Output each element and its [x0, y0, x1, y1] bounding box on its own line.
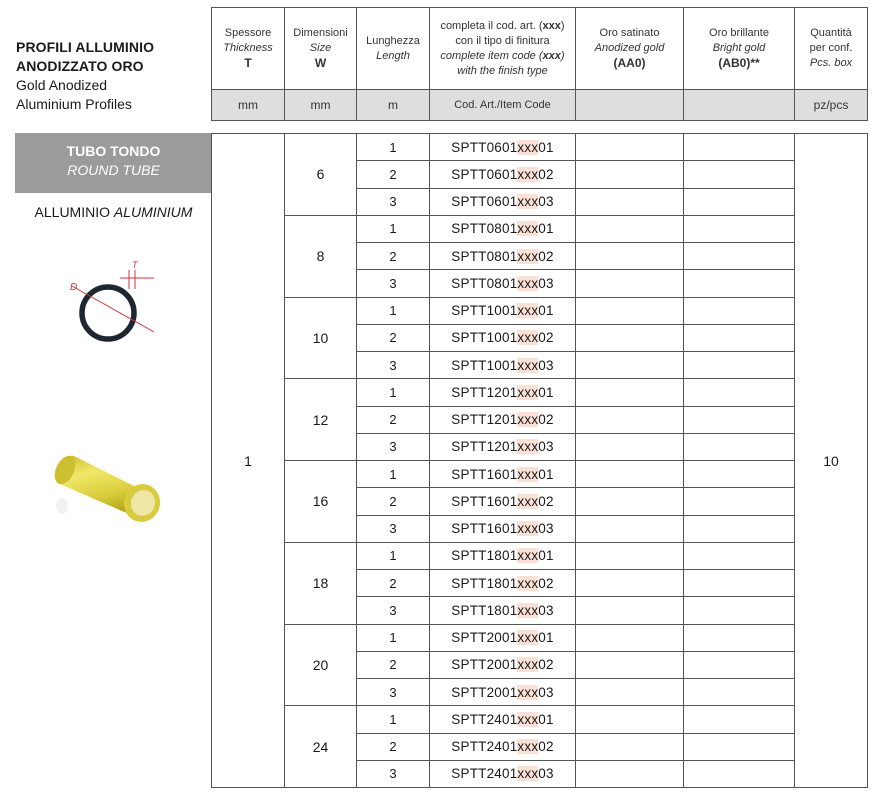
item-code-part: 01: [538, 711, 554, 727]
length-value: 1: [357, 379, 430, 406]
header-table: [211, 7, 868, 121]
table-row: [212, 297, 868, 324]
title-en-line-1: Gold Anodized: [16, 77, 108, 93]
item-code-part: 03: [538, 684, 554, 700]
table-row: [212, 461, 868, 488]
item-code: [430, 706, 576, 733]
length-value: 1: [357, 134, 430, 161]
bright-gold-cell: [684, 188, 795, 215]
size-value: 24: [285, 706, 357, 788]
item-code-part: SPTT1801: [451, 548, 518, 564]
finish-placeholder: xxx: [517, 493, 539, 509]
diameter-label: D: [70, 282, 78, 293]
satin-gold-header-it: Oro satinato: [599, 27, 660, 39]
length-value: 3: [357, 679, 430, 706]
satin-gold-cell: [576, 679, 684, 706]
length-value: 3: [357, 597, 430, 624]
satin-gold-unit: [576, 90, 684, 121]
satin-gold-cell: [576, 760, 684, 787]
satin-gold-cell: [576, 406, 684, 433]
length-value: 1: [357, 542, 430, 569]
finish-placeholder: xxx: [517, 330, 539, 346]
section-label-english: ROUND TUBE: [67, 162, 160, 178]
item-code: [430, 379, 576, 406]
satin-gold-cell: [576, 515, 684, 542]
finish-placeholder: xxx: [517, 275, 539, 291]
finish-placeholder: xxx: [517, 711, 539, 727]
satin-gold-cell: [576, 597, 684, 624]
item-code-part: SPTT0601: [451, 194, 518, 210]
length-value: 2: [357, 406, 430, 433]
item-code-part: 02: [538, 166, 554, 182]
bright-gold-unit: [684, 90, 795, 121]
item-code-part: 01: [538, 630, 554, 646]
bright-gold-cell: [684, 270, 795, 297]
bright-gold-cell: [684, 679, 795, 706]
finish-placeholder: xxx: [517, 739, 539, 755]
length-value: 2: [357, 243, 430, 270]
item-code-part: SPTT1001: [451, 357, 518, 373]
thickness-symbol: T: [244, 56, 252, 70]
finish-placeholder: xxx: [517, 357, 539, 373]
item-code-part: 01: [538, 221, 554, 237]
length-value: 1: [357, 706, 430, 733]
item-code-part: SPTT1201: [451, 384, 518, 400]
item-code-part: SPTT2001: [451, 630, 518, 646]
quantity-header: [795, 8, 868, 90]
item-code-part: SPTT1801: [451, 602, 518, 618]
bright-gold-cell: [684, 433, 795, 460]
title-en-line-2: Aluminium Profiles: [16, 96, 132, 112]
finish-placeholder: xxx: [517, 139, 539, 155]
size-value: 8: [285, 215, 357, 297]
thickness-header: [212, 8, 285, 90]
item-code: [430, 679, 576, 706]
title-line-1: PROFILI ALLUMINIO: [16, 39, 155, 55]
item-code-part: 02: [538, 248, 554, 264]
satin-gold-cell: [576, 433, 684, 460]
product-table-body: [212, 134, 868, 788]
finish-placeholder: xxx: [517, 602, 539, 618]
satin-gold-cell: [576, 161, 684, 188]
item-code-part: 01: [538, 548, 554, 564]
item-code: [430, 624, 576, 651]
size-value: 6: [285, 134, 357, 216]
table-row: [212, 624, 868, 651]
bright-gold-cell: [684, 542, 795, 569]
item-code: [430, 270, 576, 297]
finish-placeholder: xxx: [517, 439, 539, 455]
satin-gold-header: [576, 8, 684, 90]
quantity-value: 10: [795, 134, 868, 788]
bright-gold-cell: [684, 134, 795, 161]
item-code-part: 03: [538, 357, 554, 373]
finish-placeholder: xxx: [517, 630, 539, 646]
finish-placeholder: xxx: [517, 684, 539, 700]
finish-placeholder: xxx: [517, 384, 539, 400]
item-code: [430, 760, 576, 787]
item-code: [430, 597, 576, 624]
item-code-header-it: completa il cod. art. (xxx): [440, 19, 565, 32]
item-code-part: SPTT0801: [451, 248, 518, 264]
item-code-part: 03: [538, 521, 554, 537]
item-code: [430, 215, 576, 242]
item-code: [430, 297, 576, 324]
bright-gold-cell: [684, 215, 795, 242]
size-value: 20: [285, 624, 357, 706]
item-code-part: 02: [538, 575, 554, 591]
material-english: ALUMINIUM: [113, 204, 193, 220]
length-value: 3: [357, 188, 430, 215]
item-code: [430, 733, 576, 760]
finish-placeholder: xxx: [517, 466, 539, 482]
size-value: 12: [285, 379, 357, 461]
table-row: [212, 706, 868, 733]
item-code-part: SPTT1201: [451, 439, 518, 455]
item-code-part: 03: [538, 766, 554, 782]
item-code-part: 03: [538, 194, 554, 210]
item-code: [430, 461, 576, 488]
satin-gold-cell: [576, 297, 684, 324]
length-value: 3: [357, 270, 430, 297]
finish-placeholder: xxx: [517, 221, 539, 237]
product-table: [211, 133, 868, 788]
length-value: 2: [357, 324, 430, 351]
satin-gold-cell: [576, 624, 684, 651]
section-label: [15, 133, 212, 193]
bright-gold-cell: [684, 297, 795, 324]
item-code-part: 01: [538, 466, 554, 482]
satin-gold-cell: [576, 461, 684, 488]
quantity-header-it-2: per conf.: [809, 42, 853, 54]
length-header-en: Length: [376, 49, 410, 62]
item-code-part: 01: [538, 139, 554, 155]
size-symbol: W: [314, 56, 327, 70]
satin-gold-header-en: Anodized gold: [594, 42, 665, 54]
finish-placeholder: xxx: [517, 194, 539, 210]
bright-gold-cell: [684, 406, 795, 433]
bright-gold-cell: [684, 706, 795, 733]
table-row: [212, 542, 868, 569]
length-value: 3: [357, 515, 430, 542]
finish-placeholder: xxx: [517, 166, 539, 182]
quantity-header-it-1: Quantità: [810, 27, 852, 39]
item-code-part: 02: [538, 330, 554, 346]
item-code-part: SPTT0801: [451, 275, 518, 291]
item-code-part: 02: [538, 739, 554, 755]
item-code-part: SPTT1201: [451, 412, 518, 428]
size-value: 18: [285, 542, 357, 624]
title-line-2: ANODIZZATO ORO: [16, 58, 144, 74]
item-code-part: SPTT2401: [451, 711, 518, 727]
item-code: [430, 188, 576, 215]
item-code: [430, 352, 576, 379]
length-value: 3: [357, 433, 430, 460]
size-header-it: Dimensioni: [293, 27, 348, 39]
item-code-unit: Cod. Art./Item Code: [430, 90, 576, 121]
item-code-header-it-2: con il tipo di finitura: [455, 34, 550, 47]
item-code-part: SPTT0601: [451, 139, 518, 155]
length-header: [357, 8, 430, 90]
length-value: 1: [357, 624, 430, 651]
satin-gold-cell: [576, 651, 684, 678]
item-code-part: SPTT2001: [451, 684, 518, 700]
section-label-italian: TUBO TONDO: [66, 143, 161, 159]
item-code-header-en-2: with the finish type: [457, 64, 548, 77]
round-tube-section-drawing: [56, 256, 176, 356]
bright-gold-cell: [684, 624, 795, 651]
satin-gold-cell: [576, 243, 684, 270]
item-code-part: 03: [538, 602, 554, 618]
length-value: 2: [357, 488, 430, 515]
satin-gold-cell: [576, 488, 684, 515]
length-header-it: Lunghezza: [366, 34, 420, 47]
satin-gold-cell: [576, 188, 684, 215]
satin-gold-cell: [576, 379, 684, 406]
bright-gold-header-it: Oro brillante: [709, 27, 769, 39]
finish-placeholder: xxx: [517, 521, 539, 537]
item-code-part: SPTT2401: [451, 739, 518, 755]
thickness-header-it: Spessore: [224, 27, 272, 39]
catalog-title-italian: [16, 38, 154, 76]
item-code-part: SPTT0801: [451, 221, 518, 237]
item-code: [430, 161, 576, 188]
length-unit: m: [357, 90, 430, 121]
item-code-part: SPTT2401: [451, 766, 518, 782]
item-code: [430, 433, 576, 460]
bright-gold-cell: [684, 597, 795, 624]
finish-placeholder: xxx: [517, 412, 539, 428]
finish-placeholder: xxx: [517, 248, 539, 264]
quantity-unit: pz/pcs: [795, 90, 868, 121]
item-code-part: 02: [538, 493, 554, 509]
bright-gold-cell: [684, 324, 795, 351]
item-code-header: [430, 8, 576, 90]
item-code: [430, 324, 576, 351]
item-code-part: SPTT1001: [451, 303, 518, 319]
satin-gold-cell: [576, 706, 684, 733]
item-code-part: SPTT1601: [451, 493, 518, 509]
item-code: [430, 406, 576, 433]
material-italian: ALLUMINIO: [34, 204, 110, 220]
material-label: [15, 204, 212, 220]
bright-gold-header: [684, 8, 795, 90]
table-row: [212, 134, 868, 161]
length-value: 3: [357, 352, 430, 379]
item-code-part: SPTT0601: [451, 166, 518, 182]
item-code-part: SPTT1001: [451, 330, 518, 346]
satin-gold-cell: [576, 324, 684, 351]
item-code-part: 03: [538, 439, 554, 455]
item-code: [430, 134, 576, 161]
bright-gold-cell: [684, 461, 795, 488]
catalog-title-english: [16, 76, 132, 114]
item-code-header-en: complete item code (xxx): [440, 49, 565, 62]
item-code-part: 02: [538, 412, 554, 428]
finish-placeholder: xxx: [517, 575, 539, 591]
size-unit: mm: [285, 90, 357, 121]
thickness-unit: mm: [212, 90, 285, 121]
length-value: 1: [357, 461, 430, 488]
item-code-part: SPTT1601: [451, 466, 518, 482]
satin-gold-cell: [576, 352, 684, 379]
bright-gold-cell: [684, 651, 795, 678]
finish-placeholder: xxx: [517, 657, 539, 673]
size-header-en: Size: [309, 42, 332, 54]
item-code: [430, 651, 576, 678]
item-code-part: 02: [538, 657, 554, 673]
size-header: [285, 8, 357, 90]
length-value: 1: [357, 297, 430, 324]
bright-gold-cell: [684, 733, 795, 760]
satin-gold-cell: [576, 134, 684, 161]
bright-gold-cell: [684, 161, 795, 188]
table-row: [212, 379, 868, 406]
satin-gold-cell: [576, 733, 684, 760]
item-code-part: 01: [538, 384, 554, 400]
satin-gold-cell: [576, 570, 684, 597]
thickness-label: T: [132, 260, 138, 270]
bright-gold-cell: [684, 515, 795, 542]
finish-placeholder: xxx: [517, 766, 539, 782]
bright-gold-cell: [684, 760, 795, 787]
bright-gold-cell: [684, 379, 795, 406]
item-code-part: SPTT2001: [451, 657, 518, 673]
bright-gold-code: (AB0)**: [718, 56, 760, 70]
size-value: 16: [285, 461, 357, 543]
length-value: 2: [357, 651, 430, 678]
bright-gold-header-en: Bright gold: [712, 42, 766, 54]
table-row: [212, 215, 868, 242]
item-code: [430, 488, 576, 515]
thickness-header-en: Thickness: [223, 42, 273, 54]
satin-gold-cell: [576, 215, 684, 242]
gold-tube-illustration: [50, 440, 170, 540]
item-code: [430, 515, 576, 542]
finish-placeholder: xxx: [517, 303, 539, 319]
satin-gold-cell: [576, 270, 684, 297]
item-code: [430, 243, 576, 270]
satin-gold-code: (AA0): [613, 56, 646, 70]
length-value: 2: [357, 733, 430, 760]
bright-gold-cell: [684, 570, 795, 597]
size-value: 10: [285, 297, 357, 379]
length-value: 1: [357, 215, 430, 242]
item-code: [430, 570, 576, 597]
thickness-value: 1: [212, 134, 285, 788]
bright-gold-cell: [684, 488, 795, 515]
quantity-header-en: Pcs. box: [809, 57, 853, 69]
bright-gold-cell: [684, 352, 795, 379]
satin-gold-cell: [576, 542, 684, 569]
length-value: 2: [357, 570, 430, 597]
item-code-part: SPTT1801: [451, 575, 518, 591]
finish-placeholder: xxx: [517, 548, 539, 564]
item-code: [430, 542, 576, 569]
length-value: 3: [357, 760, 430, 787]
item-code-part: 03: [538, 275, 554, 291]
item-code-part: SPTT1601: [451, 521, 518, 537]
length-value: 2: [357, 161, 430, 188]
item-code-part: 01: [538, 303, 554, 319]
bright-gold-cell: [684, 243, 795, 270]
